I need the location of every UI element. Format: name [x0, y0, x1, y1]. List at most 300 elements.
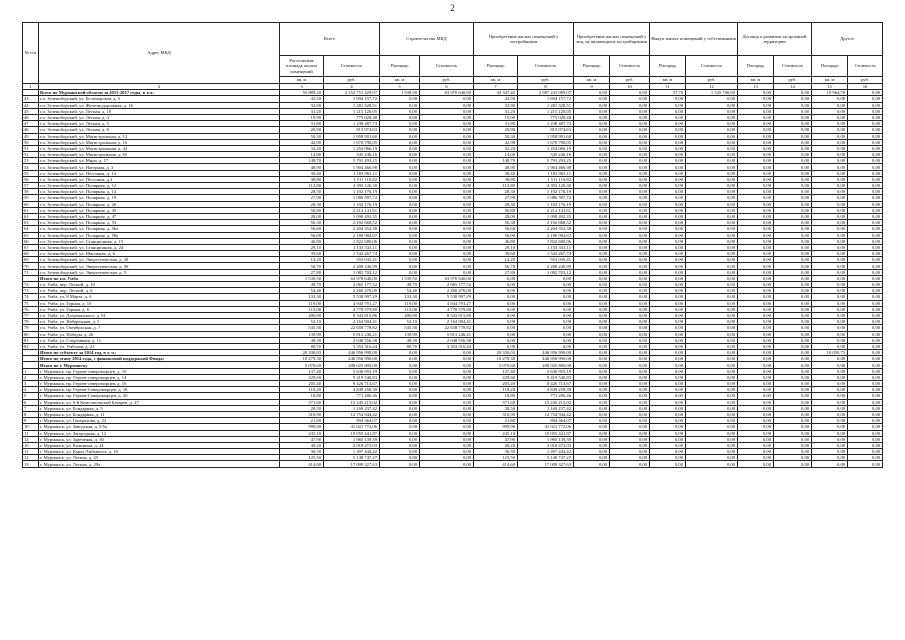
row-value: 0,00 — [650, 418, 686, 424]
row-value: 0,00 — [812, 411, 848, 417]
row-value: 0,00 — [380, 108, 420, 114]
row-address: г. Мурманск, ул. 6-й Комсомольской Батареи, д. 47 — [39, 399, 280, 405]
row-number: 81 — [23, 337, 39, 343]
row-value: 31,20 — [474, 108, 518, 114]
row-value: 10 279,30 — [474, 356, 518, 362]
row-value: 133,30 — [280, 294, 324, 300]
row-value: 0,00 — [610, 430, 650, 436]
row-value: 0,00 — [848, 269, 883, 275]
row-value: 0,00 — [650, 152, 686, 158]
row-address: Итого по этапу 2014 года, с финансовой поддержкой Фонда: — [39, 356, 280, 362]
row-value: 0,00 — [774, 312, 812, 318]
row-number: 43 — [23, 96, 39, 102]
row-value: 2 212 141,61 — [518, 207, 574, 213]
row-value: 0,00 — [738, 121, 774, 127]
row-value: 0,00 — [574, 319, 610, 325]
row-value: 310,90 — [474, 411, 518, 417]
row-number: 1 — [23, 368, 39, 374]
row-address: г.п. Зеленоборский, ул. Магистральная, д. 42 — [39, 145, 280, 151]
row-value: 0,00 — [686, 393, 738, 399]
row-value: 5 070,60 — [474, 362, 518, 368]
row-value: 0,00 — [738, 424, 774, 430]
row-value: 0,00 — [848, 288, 883, 294]
row-value: 0,00 — [420, 411, 474, 417]
row-value: 1 545 700,00 — [686, 90, 738, 96]
row-value: 1 539,50 — [380, 275, 420, 281]
row-value: 0,00 — [650, 201, 686, 207]
row-value: 0,00 — [420, 436, 474, 442]
row-value: 42,90 — [474, 139, 518, 145]
row-value: 2 260 476,00 — [324, 288, 380, 294]
row-value: 0,00 — [812, 145, 848, 151]
row-value: 0,00 — [812, 114, 848, 120]
row-address: г.п. Зеленоборский, ул. Полярная, д. 45 — [39, 207, 280, 213]
row-value: 0,00 — [574, 244, 610, 250]
row-number: 72 — [23, 282, 39, 288]
row-value: 42,90 — [280, 139, 324, 145]
row-value: 0,00 — [380, 405, 420, 411]
row-value: 0,00 — [650, 244, 686, 250]
row-value: 0,00 — [848, 183, 883, 189]
row-value: 0,00 — [738, 232, 774, 238]
row-number: 57 — [23, 183, 39, 189]
row-address: г.п. Зеленоборский, ул. Энергетическая, д. 28 — [39, 257, 280, 263]
row-value: 0,00 — [650, 282, 686, 288]
row-value: 0,00 — [812, 183, 848, 189]
row-value: 0,00 — [774, 374, 812, 380]
row-value: 0,00 — [650, 288, 686, 294]
row-value: 0,00 — [686, 158, 738, 164]
row-value: 5 791 293,25 — [518, 158, 574, 164]
row-value: 0,00 — [686, 449, 738, 455]
row-value: 0,00 — [650, 220, 686, 226]
row-value: 0,00 — [420, 387, 474, 393]
header-area: Площадь — [380, 56, 420, 77]
row-value: 310,90 — [280, 411, 324, 417]
row-value: 29,10 — [474, 244, 518, 250]
row-value: 0,00 — [650, 121, 686, 127]
row-value: 0,00 — [848, 442, 883, 448]
row-value: 32,90 — [280, 102, 324, 108]
row-value: 133,30 — [380, 294, 420, 300]
row-value: 0,00 — [610, 183, 650, 189]
row-value: 49,30 — [280, 337, 324, 343]
row-value: 0,00 — [574, 226, 610, 232]
row-value: 0,00 — [420, 263, 474, 269]
row-value: 1 102 176,19 — [518, 189, 574, 195]
row-value: 19,90 — [474, 114, 518, 120]
row-value: 0,00 — [650, 393, 686, 399]
row-value: 771 286,46 — [324, 393, 380, 399]
row-value: 0,00 — [610, 121, 650, 127]
row-address: г.п. Зеленоборский, ул. Магистральная, д. 12 — [39, 133, 280, 139]
row-value: 0,00 — [812, 121, 848, 127]
row-value: 0,00 — [738, 213, 774, 219]
row-value: 0,00 — [574, 368, 610, 374]
row-number: 82 — [23, 343, 39, 349]
row-number: 11 — [23, 430, 39, 436]
row-value: 31,80 — [280, 121, 324, 127]
row-value: 0,00 — [380, 164, 420, 170]
row-value: 0,00 — [574, 251, 610, 257]
row-value: 0,00 — [380, 152, 420, 158]
row-value: 28,00 — [280, 213, 324, 219]
row-value: 0,00 — [848, 282, 883, 288]
row-value: 0,00 — [610, 399, 650, 405]
row-value: 2 208 246,99 — [324, 263, 380, 269]
row-value: 14,20 — [280, 257, 324, 263]
row-value: 0,00 — [774, 226, 812, 232]
row-number: 75 — [23, 300, 39, 306]
row-value: 0,00 — [686, 356, 738, 362]
row-number: 47 — [23, 121, 39, 127]
row-value: 43,50 — [474, 96, 518, 102]
row-value: 1 254 066,19 — [518, 145, 574, 151]
row-number: 56 — [23, 176, 39, 182]
row-value: 4 849 258,39 — [324, 387, 380, 393]
row-number: 76 — [23, 306, 39, 312]
row-value: 0,00 — [848, 436, 883, 442]
row-value: 0,00 — [380, 381, 420, 387]
row-number: 8 — [23, 411, 39, 417]
row-value: 5 813 246,21 — [420, 331, 474, 337]
row-value: 0,00 — [380, 449, 420, 455]
row-value: 0,00 — [474, 282, 518, 288]
table-row — [23, 461, 883, 467]
row-value: 0,00 — [380, 96, 420, 102]
row-value: 1 542 267,74 — [518, 251, 574, 257]
row-number: 65 — [23, 232, 39, 238]
row-value: 0,00 — [574, 90, 610, 96]
row-value: 20,90 — [474, 127, 518, 133]
row-value: 0,00 — [686, 232, 738, 238]
row-value: 0,00 — [650, 331, 686, 337]
row-value: 30,40 — [280, 170, 324, 176]
row-value: 0,00 — [610, 189, 650, 195]
row-value: 0,00 — [650, 96, 686, 102]
row-value: 0,00 — [738, 430, 774, 436]
row-value: 0,00 — [848, 145, 883, 151]
row-value: 0,00 — [774, 449, 812, 455]
row-value: 0,00 — [610, 275, 650, 281]
row-value: 0,00 — [686, 257, 738, 263]
row-value: 0,00 — [774, 189, 812, 195]
row-value: 0,00 — [380, 461, 420, 467]
row-value: 1 904 466,98 — [518, 164, 574, 170]
row-value: 0,00 — [574, 207, 610, 213]
row-number: 58 — [23, 189, 39, 195]
row-value: 0,00 — [686, 145, 738, 151]
row-value: 2 192 668,52 — [324, 220, 380, 226]
row-value: 0,00 — [574, 300, 610, 306]
row-address: г.п. Умба, ул. Победы, д. 26 — [39, 331, 280, 337]
row-value: 0,00 — [610, 356, 650, 362]
row-value: 56,00 — [474, 232, 518, 238]
row-number: 69 — [23, 257, 39, 263]
row-value: 0,00 — [610, 300, 650, 306]
row-number: 80 — [23, 331, 39, 337]
row-value: 0,00 — [774, 195, 812, 201]
row-value: 0,00 — [420, 251, 474, 257]
row-value: 56,80 — [280, 207, 324, 213]
row-address: г.п. Зеленоборский, ул. Полярная, д. 56а — [39, 226, 280, 232]
row-value: 112,80 — [280, 183, 324, 189]
row-value: 0,00 — [610, 244, 650, 250]
row-address: г.п. Зеленоборский, ул. Песочная, д.2 — [39, 176, 280, 182]
header-cost: Стоимость — [324, 56, 380, 77]
row-number: 79 — [23, 325, 39, 331]
row-number: 51 — [23, 145, 39, 151]
row-address: г. Мурманск, ул. Зареченая, д. 30 — [39, 436, 280, 442]
row-value: 0,00 — [574, 362, 610, 368]
row-value: 0,00 — [610, 442, 650, 448]
row-value: 0,00 — [738, 251, 774, 257]
row-value: 29,10 — [280, 244, 324, 250]
row-value: 0,00 — [848, 139, 883, 145]
row-value: 0,00 — [574, 461, 610, 467]
row-value: 553 035,41 — [518, 257, 574, 263]
row-value: 0,00 — [686, 442, 738, 448]
row-value: 9 419 540,83 — [518, 374, 574, 380]
row-value: 8 426 714,67 — [518, 381, 574, 387]
row-value: 371,60 — [280, 399, 324, 405]
row-value: 0,00 — [380, 102, 420, 108]
row-number: 60 — [23, 201, 39, 207]
row-value: 0,00 — [380, 133, 420, 139]
row-value: 0,00 — [686, 213, 738, 219]
row-value: 0,00 — [812, 244, 848, 250]
row-value: 1 542 267,74 — [324, 251, 380, 257]
row-value: 0,00 — [420, 244, 474, 250]
header-unit-area: кв. м — [280, 77, 324, 84]
row-value: 0,00 — [848, 405, 883, 411]
row-value: 229,60 — [280, 374, 324, 380]
row-value: 0,00 — [774, 232, 812, 238]
row-value: 0,00 — [774, 319, 812, 325]
row-value: 47,90 — [280, 436, 324, 442]
column-number: 16 — [848, 84, 883, 90]
row-value: 1 965 139,39 — [518, 436, 574, 442]
row-value: 0,00 — [774, 282, 812, 288]
row-value: 21,80 — [280, 418, 324, 424]
row-address: г. Мурманск, ул. Загородная, д. 12 — [39, 430, 280, 436]
row-value: 5 538 997,29 — [420, 294, 474, 300]
row-value: 0,00 — [610, 343, 650, 349]
row-value: 1 082 703,12 — [518, 269, 574, 275]
row-value: 139,90 — [280, 331, 324, 337]
header-area: Площадь — [738, 56, 774, 77]
row-value: 14,20 — [474, 257, 518, 263]
row-value: 0,00 — [610, 257, 650, 263]
row-value: 0,00 — [774, 114, 812, 120]
header-unit-cost: руб. — [774, 77, 812, 84]
column-number: 13 — [738, 84, 774, 90]
row-value: 0,00 — [686, 102, 738, 108]
row-address: г.п. Зеленоборский, ул. Лесная, д. 10 — [39, 108, 280, 114]
row-value: 0,00 — [686, 319, 738, 325]
row-value: 208 025 800,00 — [324, 362, 380, 368]
row-value: 0,00 — [774, 455, 812, 461]
row-value: 1 102 176,19 — [324, 201, 380, 207]
row-value: 0,00 — [574, 294, 610, 300]
row-value: 0,00 — [738, 306, 774, 312]
row-value: 775 028,48 — [518, 114, 574, 120]
row-value: 0,00 — [738, 220, 774, 226]
row-value: 28,30 — [280, 201, 324, 207]
row-value: 0,00 — [380, 170, 420, 176]
row-value: 0,00 — [420, 170, 474, 176]
row-value: 3 353 316,44 — [324, 343, 380, 349]
row-value: 30,40 — [474, 170, 518, 176]
row-value: 0,00 — [812, 251, 848, 257]
row-address: г. Мурманск, пр. Героев-североморцев, д. 14 — [39, 374, 280, 380]
row-value: 4 849 258,39 — [518, 387, 574, 393]
row-value: 0,00 — [848, 133, 883, 139]
row-value: 1 958 991,60 — [518, 133, 574, 139]
row-value: 0,00 — [650, 411, 686, 417]
row-value: 0,00 — [610, 312, 650, 318]
row-value: 813 974,63 — [518, 127, 574, 133]
row-value: 118,20 — [474, 387, 518, 393]
row-value: 0,00 — [650, 455, 686, 461]
row-value: 0,00 — [848, 275, 883, 281]
row-number: 48 — [23, 127, 39, 133]
row-value: 0,00 — [574, 121, 610, 127]
row-value: 0,00 — [420, 145, 474, 151]
row-value: 10 055 441,87 — [324, 430, 380, 436]
row-value: 0,00 — [686, 244, 738, 250]
row-value: 0,00 — [774, 96, 812, 102]
row-value: 0,00 — [774, 158, 812, 164]
row-value: 0,00 — [574, 288, 610, 294]
row-value: 0,00 — [380, 430, 420, 436]
row-value: 894 364,07 — [518, 418, 574, 424]
row-value: 0,00 — [610, 387, 650, 393]
row-value: 0,00 — [812, 257, 848, 263]
row-value: 0,00 — [610, 374, 650, 380]
row-value: 49,20 — [280, 442, 324, 448]
row-value: 0,00 — [574, 343, 610, 349]
row-value: 0,00 — [738, 288, 774, 294]
row-value: 0,00 — [380, 257, 420, 263]
row-value: 0,00 — [686, 152, 738, 158]
row-value: 27,90 — [474, 195, 518, 201]
row-number: 70 — [23, 263, 39, 269]
row-value: 545 246,16 — [518, 152, 574, 158]
row-value: 0,00 — [574, 306, 610, 312]
row-value: 50,30 — [474, 133, 518, 139]
row-value: 0,00 — [574, 393, 610, 399]
row-value: 56,70 — [280, 263, 324, 269]
row-number: 54 — [23, 164, 39, 170]
row-value: 0,00 — [774, 362, 812, 368]
row-value: 115,00 — [280, 306, 324, 312]
row-value: 0,00 — [610, 368, 650, 374]
row-value: 0,00 — [650, 127, 686, 133]
row-value: 0,00 — [650, 251, 686, 257]
row-value: 2 212 141,61 — [324, 207, 380, 213]
row-number: 78 — [23, 319, 39, 325]
row-value: 0,00 — [380, 158, 420, 164]
row-value: 0,00 — [686, 411, 738, 417]
row-value: 0,00 — [574, 387, 610, 393]
row-value: 0,00 — [812, 133, 848, 139]
row-value: 0,00 — [650, 337, 686, 343]
row-value: 1 497 444,42 — [518, 449, 574, 455]
row-value: 0,00 — [574, 430, 610, 436]
row-value: 0,00 — [848, 300, 883, 306]
row-address: г.п. Умба, ул. Умбская, д. 21 — [39, 343, 280, 349]
row-value: 0,00 — [420, 442, 474, 448]
row-value: 0,00 — [774, 152, 812, 158]
row-value: 0,00 — [420, 455, 474, 461]
row-value: 0,00 — [574, 455, 610, 461]
row-value: 0,00 — [774, 275, 812, 281]
row-value: 0,00 — [812, 362, 848, 368]
row-value: 31,20 — [280, 108, 324, 114]
row-address: г.п. Зеленоборский, ул. Полярная, д. 47 — [39, 213, 280, 219]
row-value: 18,80 — [280, 393, 324, 399]
row-value: 0,00 — [518, 288, 574, 294]
row-number: 11 — [23, 449, 39, 455]
header-group-non-developers: Приобретение жилых помещений у лиц, не являющихся застройщиками — [574, 23, 650, 56]
row-value: 28,30 — [280, 189, 324, 195]
row-value: 5 538 997,29 — [324, 294, 380, 300]
row-value: 4 393 126,30 — [324, 183, 380, 189]
row-value: 0,00 — [848, 325, 883, 331]
row-value: 0,00 — [812, 152, 848, 158]
row-value: 2 048 556,38 — [324, 337, 380, 343]
row-value: 0,00 — [738, 455, 774, 461]
row-value: 0,00 — [738, 195, 774, 201]
row-value: 0,00 — [812, 195, 848, 201]
row-value: 0,00 — [774, 139, 812, 145]
row-value: 0,00 — [420, 164, 474, 170]
row-value: 27,80 — [280, 269, 324, 275]
row-value: 0,00 — [848, 350, 883, 356]
row-number: 77 — [23, 312, 39, 318]
row-value: 2 260 476,00 — [420, 288, 474, 294]
row-value: 0,00 — [812, 139, 848, 145]
row-value: 245,10 — [280, 430, 324, 436]
row-value: 0,00 — [738, 145, 774, 151]
row-value: 0,00 — [774, 300, 812, 306]
row-value: 0,00 — [650, 189, 686, 195]
row-value: 32,90 — [474, 102, 518, 108]
row-value: 118,20 — [280, 387, 324, 393]
row-value: 0,00 — [574, 170, 610, 176]
row-value: 0,00 — [738, 207, 774, 213]
row-value: 1 086 597,72 — [324, 195, 380, 201]
column-number: 6 — [420, 84, 474, 90]
header-area: Площадь — [650, 56, 686, 77]
row-value: 0,00 — [420, 114, 474, 120]
row-value: 0,00 — [610, 152, 650, 158]
row-value: 0,00 — [574, 96, 610, 102]
row-value: 0,00 — [738, 399, 774, 405]
row-value: 0,00 — [650, 195, 686, 201]
row-value: 0,00 — [574, 405, 610, 411]
row-value: 0,00 — [812, 232, 848, 238]
header-group-total: Всего — [280, 23, 380, 56]
row-address: г.п. Умба, ул. 8 Марта, д. 6 — [39, 294, 280, 300]
row-value: 0,00 — [686, 127, 738, 133]
row-value: 0,00 — [848, 226, 883, 232]
row-value: 0,00 — [812, 449, 848, 455]
row-value: 32,20 — [474, 145, 518, 151]
row-value: 0,00 — [738, 312, 774, 318]
row-value: 0,00 — [650, 232, 686, 238]
